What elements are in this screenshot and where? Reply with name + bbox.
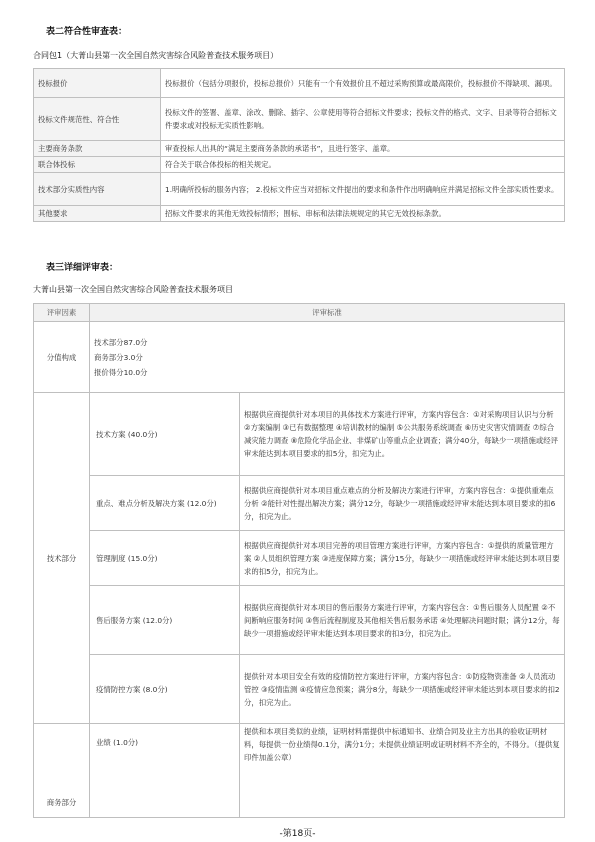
review-content: 审查投标人出具的“满足主要商务条款的承诺书”，且进行签字、盖章。 xyxy=(161,141,565,157)
business-group-label: 商务部分 xyxy=(34,724,90,818)
section3-project-line: 大菁山县第一次全国自然灾害综合风险普查技术服务项目 xyxy=(33,285,233,294)
table-row xyxy=(34,98,565,141)
table-row xyxy=(34,173,565,206)
table-row xyxy=(34,476,565,531)
criterion-item: 管理制度 (15.0分) xyxy=(90,531,240,586)
table-row xyxy=(34,141,565,157)
criterion-item: 业绩 (1.0分) xyxy=(90,724,240,818)
criterion-item: 售后服务方案 (12.0分) xyxy=(90,586,240,655)
section3-heading: 表三详细评审表： xyxy=(46,263,119,273)
criterion-item: 疫情防控方案 (8.0分) xyxy=(90,655,240,724)
table-row xyxy=(34,157,565,173)
table-row xyxy=(34,655,565,724)
review-item: 技术部分实质性内容 xyxy=(34,173,161,206)
review-item: 主要商务条款 xyxy=(34,141,161,157)
table-row xyxy=(34,322,565,393)
review-content: 投标文件的签署、盖章、涂改、删除、插字、公章使用等符合招标文件要求；投标文件的格式、文字、目录等符合招标文件要求或对投标无实质性影响。 xyxy=(161,98,565,141)
score-line: 商务部分3.0分 xyxy=(94,352,143,362)
table-row xyxy=(34,206,565,222)
criterion-content: 提供和本项目类似的业绩，证明材料需提供中标通知书、业绩合同及业主方出具的验收证明材料，每提供一份业绩得0.1分，满分1分；未提供业绩证明或证明材料不齐全的，不得分。（提供复印件加盖公章） xyxy=(240,724,565,818)
criterion-item: 技术方案 (40.0分) xyxy=(90,393,240,476)
review-item: 其他要求 xyxy=(34,206,161,222)
review-item: 投标文件规范性、符合性 xyxy=(34,98,161,141)
criterion-content: 提供针对本项目安全有效的疫情防控方案进行评审，方案内容包含：①防疫物资准备 ②人员流动管控 ③疫情监测 ④疫情应急预案；满分8分，每缺少一项措施或经评审未能达到本项目要求的扣2分，扣完为止。 xyxy=(240,655,565,724)
table-row xyxy=(34,531,565,586)
review-item: 联合体投标 xyxy=(34,157,161,173)
tech-group-label: 技术部分 xyxy=(34,393,90,724)
review-item: 投标报价 xyxy=(34,69,161,98)
review-content: 招标文件要求的其他无效投标情形；围标、串标和法律法规规定的其它无效投标条款。 xyxy=(161,206,565,222)
score-line: 报价得分10.0分 xyxy=(94,367,148,377)
table-row xyxy=(34,393,565,476)
criterion-content: 根据供应商提供针对本项目的具体技术方案进行评审，方案内容包含：①对采购项目认识与分析 ②方案编制 ③已有数据整理 ④培训教材的编制 ⑤公共服务系统调查 ⑥历史灾害灾情调查 ⑦综合减灾能力调查 ⑧危险化学品企业、非煤矿山等重点企业调查；满分40分，每缺少一项措施或经评审未能达到本项目要求的扣5分，扣完为止。 xyxy=(240,393,565,476)
detailed-review-table xyxy=(33,303,565,818)
page-number: -第18页- xyxy=(279,829,316,839)
header-standard: 评审标准 xyxy=(90,304,565,322)
review-content: 投标报价（包括分项报价，投标总报价）只能有一个有效报价且不超过采购预算或最高限价，投标报价不得缺项、漏项。 xyxy=(161,69,565,98)
criterion-content: 根据供应商提供针对本项目重点难点的分析及解决方案进行评审，方案内容包含：①提供重难点分析 ②能针对性提出解决方案；满分12分，每缺少一项措施或经评审未能达到本项目要求的扣6分，扣完为止。 xyxy=(240,476,565,531)
criterion-item: 重点、难点分析及解决方案 (12.0分) xyxy=(90,476,240,531)
criterion-content: 根据供应商提供针对本项目的售后服务方案进行评审，方案内容包含：①售后服务人员配置 ②不间断响应服务时间 ③售后流程制度及其他相关售后服务承诺 ④处理解决问题时限；满分12分，每缺少一项措施或经评审未能达到本项目要求的扣3分，扣完为止。 xyxy=(240,586,565,655)
table-row xyxy=(34,586,565,655)
score-line: 技术部分87.0分 xyxy=(94,337,148,347)
section2-heading: 表二符合性审查表： xyxy=(46,27,128,37)
table-row xyxy=(34,69,565,98)
section2-contract-line: 合同包1（大菁山县第一次全国自然灾害综合风险普查技术服务项目） xyxy=(33,51,279,60)
compliance-review-table xyxy=(33,68,565,222)
table-header-row xyxy=(34,304,565,322)
score-composition-lines xyxy=(90,322,565,393)
score-composition-label: 分值构成 xyxy=(34,322,90,393)
table-row xyxy=(34,724,565,818)
header-factor: 评审因素 xyxy=(34,304,90,322)
review-content: 1.明确所投标的服务内容； 2.投标文件应当对招标文件提出的要求和条件作出明确响应并满足招标文件全部实质性要求。 xyxy=(161,173,565,206)
review-content: 符合关于联合体投标的相关规定。 xyxy=(161,157,565,173)
criterion-content: 根据供应商提供针对本项目完善的项目管理方案进行评审，方案内容包含：①提供的质量管理方案 ②人员组织管理方案 ③进度保障方案；满分15分，每缺少一项措施或经评审未能达到本项目要求的扣5分，扣完为止。 xyxy=(240,531,565,586)
